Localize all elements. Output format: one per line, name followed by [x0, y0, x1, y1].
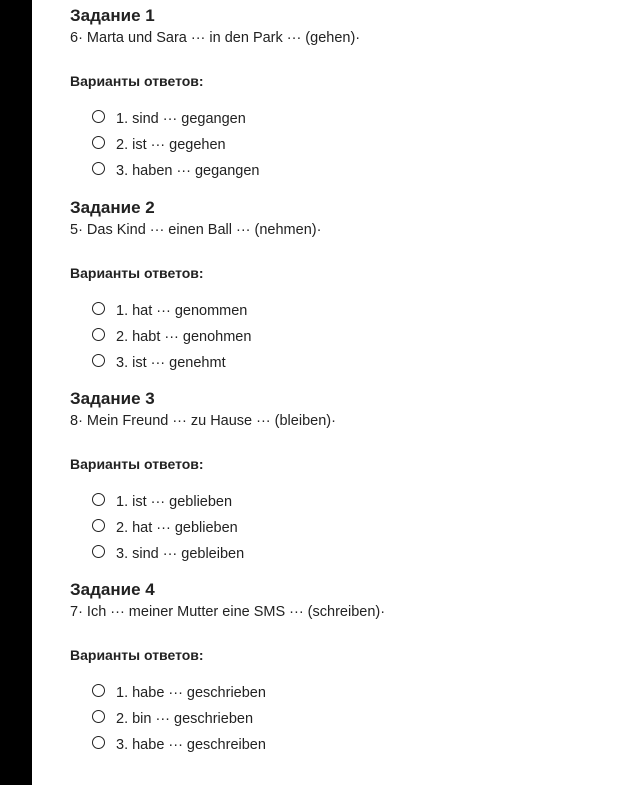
- option-label: 2. habt ··· genohmen: [116, 329, 252, 345]
- radio-button[interactable]: [92, 162, 105, 175]
- radio-button[interactable]: [92, 354, 105, 367]
- radio-button[interactable]: [92, 302, 105, 315]
- option-label: 3. ist ··· genehmt: [116, 355, 226, 371]
- answer-options: [70, 106, 610, 184]
- option-label: 1. ist ··· geblieben: [116, 494, 233, 510]
- option-label: 3. sind ··· gebleiben: [116, 546, 245, 562]
- variants-label: Варианты ответов:: [70, 647, 204, 663]
- answer-option[interactable]: [92, 106, 610, 132]
- task-1: [70, 6, 610, 184]
- task-2: [70, 198, 610, 376]
- radio-button[interactable]: [92, 493, 105, 506]
- option-label: 2. bin ··· geschrieben: [116, 711, 254, 727]
- task-title: Задание 2: [70, 198, 155, 217]
- radio-button[interactable]: [92, 110, 105, 123]
- radio-button[interactable]: [92, 736, 105, 749]
- answer-option[interactable]: [92, 298, 610, 324]
- task-title: Задание 3: [70, 389, 155, 408]
- option-label: 2. ist ··· gegehen: [116, 137, 226, 153]
- answer-option[interactable]: [92, 324, 610, 350]
- task-question: 5· Das Kind ··· einen Ball ··· (nehmen)·: [70, 222, 322, 238]
- answer-options: [70, 298, 610, 376]
- answer-option[interactable]: [92, 489, 610, 515]
- option-label: 1. hat ··· genommen: [116, 303, 248, 319]
- answer-options: [70, 489, 610, 567]
- answer-option[interactable]: [92, 132, 610, 158]
- task-question: 6· Marta und Sara ··· in den Park ··· (gehen)·: [70, 30, 361, 46]
- document-page: [32, 0, 632, 785]
- task-4: [70, 580, 610, 758]
- option-label: 2. hat ··· geblieben: [116, 520, 238, 536]
- task-title: Задание 1: [70, 6, 155, 25]
- answer-option[interactable]: [92, 680, 610, 706]
- variants-label: Варианты ответов:: [70, 73, 204, 89]
- option-label: 3. haben ··· gegangen: [116, 163, 260, 179]
- radio-button[interactable]: [92, 545, 105, 558]
- answer-options: [70, 680, 610, 758]
- answer-option[interactable]: [92, 158, 610, 184]
- radio-button[interactable]: [92, 684, 105, 697]
- answer-option[interactable]: [92, 541, 610, 567]
- task-3: [70, 389, 610, 567]
- task-question: 8· Mein Freund ··· zu Hause ··· (bleiben)·: [70, 413, 336, 429]
- radio-button[interactable]: [92, 136, 105, 149]
- radio-button[interactable]: [92, 710, 105, 723]
- task-question: 7· Ich ··· meiner Mutter eine SMS ··· (schreiben)·: [70, 604, 386, 620]
- variants-label: Варианты ответов:: [70, 456, 204, 472]
- option-label: 3. habe ··· geschreiben: [116, 737, 266, 753]
- answer-option[interactable]: [92, 350, 610, 376]
- variants-label: Варианты ответов:: [70, 265, 204, 281]
- answer-option[interactable]: [92, 515, 610, 541]
- radio-button[interactable]: [92, 328, 105, 341]
- answer-option[interactable]: [92, 706, 610, 732]
- option-label: 1. sind ··· gegangen: [116, 111, 246, 127]
- option-label: 1. habe ··· geschrieben: [116, 685, 266, 701]
- task-title: Задание 4: [70, 580, 155, 599]
- radio-button[interactable]: [92, 519, 105, 532]
- answer-option[interactable]: [92, 732, 610, 758]
